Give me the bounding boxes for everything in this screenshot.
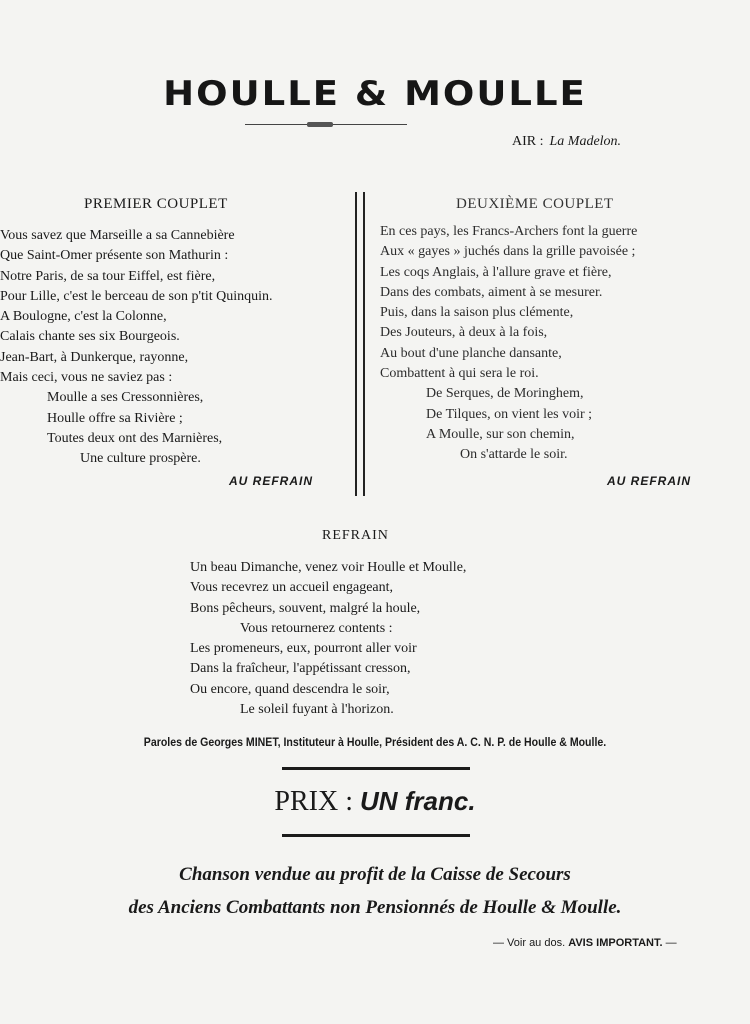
verse-line: Puis, dans la saison plus clémente,: [380, 305, 574, 321]
verse-line: Calais chante ses six Bourgeois.: [0, 329, 180, 345]
verse-line: On s'attarde le soir.: [460, 447, 568, 463]
refrain-line: Vous recevrez un accueil engageant,: [190, 580, 394, 596]
notice-emphasis: AVIS IMPORTANT.: [568, 937, 663, 949]
second-verse-refrain-cue: AU REFRAIN: [607, 474, 691, 488]
refrain-line: Bons pêcheurs, souvent, malgré la houle,: [190, 600, 421, 616]
second-verse: [380, 222, 637, 466]
verse-line: Aux « gayes » juchés dans la grille pavoisée ;: [380, 244, 636, 260]
refrain-line: Vous retournerez contents :: [240, 620, 393, 636]
verse-line: Moulle a ses Cressonnières,: [47, 390, 204, 406]
verse-line: Houlle offre sa Rivière ;: [47, 410, 183, 426]
price-bottom-rule: [282, 834, 470, 837]
verse-line: Combattent à qui sera le roi.: [380, 366, 539, 382]
verse-line: A Moulle, sur son chemin,: [426, 426, 575, 442]
refrain-line: Les promeneurs, eux, pourront aller voir: [190, 641, 417, 657]
author-credit: Paroles de Georges MINET, Instituteur à Houlle, Président des A. C. N. P. de Houlle & Moulle.: [143, 735, 607, 749]
verse-line: Vous savez que Marseille a sa Cannebière: [0, 228, 235, 243]
tune-indication: [512, 134, 621, 150]
notice-suffix: —: [665, 937, 677, 949]
price-label: PRIX :: [274, 786, 353, 817]
verse-line: Au bout d'une planche dansante,: [380, 345, 562, 361]
verse-line: Dans des combats, aiment à se mesurer.: [380, 284, 603, 300]
air-tune: La Madelon.: [549, 134, 622, 149]
song-title: HOULLE & MOULLE: [163, 73, 587, 114]
title-ornament-rule: [245, 124, 407, 125]
refrain-line: Le soleil fuyant à l'horizon.: [240, 702, 394, 718]
first-verse-heading: PREMIER COUPLET: [84, 196, 228, 212]
verse-line: Jean-Bart, à Dunkerque, rayonne,: [0, 349, 189, 365]
verse-line: Une culture prospère.: [80, 451, 201, 467]
verse-line: Des Jouteurs, à deux à la fois,: [380, 325, 548, 341]
verse-line: De Tilques, on vient les voir ;: [426, 406, 593, 422]
notice-prefix: — Voir au dos.: [493, 937, 566, 949]
second-verse-heading: DEUXIÈME COUPLET: [456, 196, 614, 212]
verse-line: De Serques, de Moringhem,: [426, 386, 584, 402]
verse-line: Mais ceci, vous ne saviez pas :: [0, 370, 173, 386]
price-amount: UN franc.: [360, 786, 476, 816]
verse-line: A Boulogne, c'est la Colonne,: [0, 309, 167, 325]
verse-line: Pour Lille, c'est le berceau de son p'tit Quinquin.: [0, 288, 273, 304]
column-divider: [355, 192, 365, 496]
refrain-line: Ou encore, quand descendra le soir,: [190, 681, 390, 697]
refrain-line: Un beau Dimanche, venez voir Houlle et Moulle,: [190, 560, 467, 575]
price-top-rule: [282, 767, 470, 770]
verse-line: En ces pays, les Francs-Archers font la guerre: [380, 224, 638, 239]
verse-line: Toutes deux ont des Marnières,: [47, 430, 223, 446]
verse-line: Les coqs Anglais, à l'allure grave et fière,: [380, 264, 612, 280]
refrain-line: Dans la fraîcheur, l'appétissant cresson,: [190, 661, 411, 677]
air-label: AIR :: [512, 134, 544, 149]
price-line: [0, 786, 750, 818]
charity-note-line: des Anciens Combattants non Pensionnés de Houlle & Moulle.: [128, 897, 622, 918]
verse-line: Que Saint-Omer présente son Mathurin :: [0, 248, 229, 264]
first-verse-refrain-cue: AU REFRAIN: [229, 474, 313, 488]
first-verse: [0, 226, 273, 470]
refrain-heading: REFRAIN: [322, 528, 389, 543]
overleaf-notice: [493, 937, 677, 949]
refrain-block: [190, 558, 466, 720]
charity-note: [0, 858, 750, 924]
verse-line: Notre Paris, de sa tour Eiffel, est fière,: [0, 268, 216, 284]
charity-note-line: Chanson vendue au profit de la Caisse de Secours: [179, 864, 571, 885]
